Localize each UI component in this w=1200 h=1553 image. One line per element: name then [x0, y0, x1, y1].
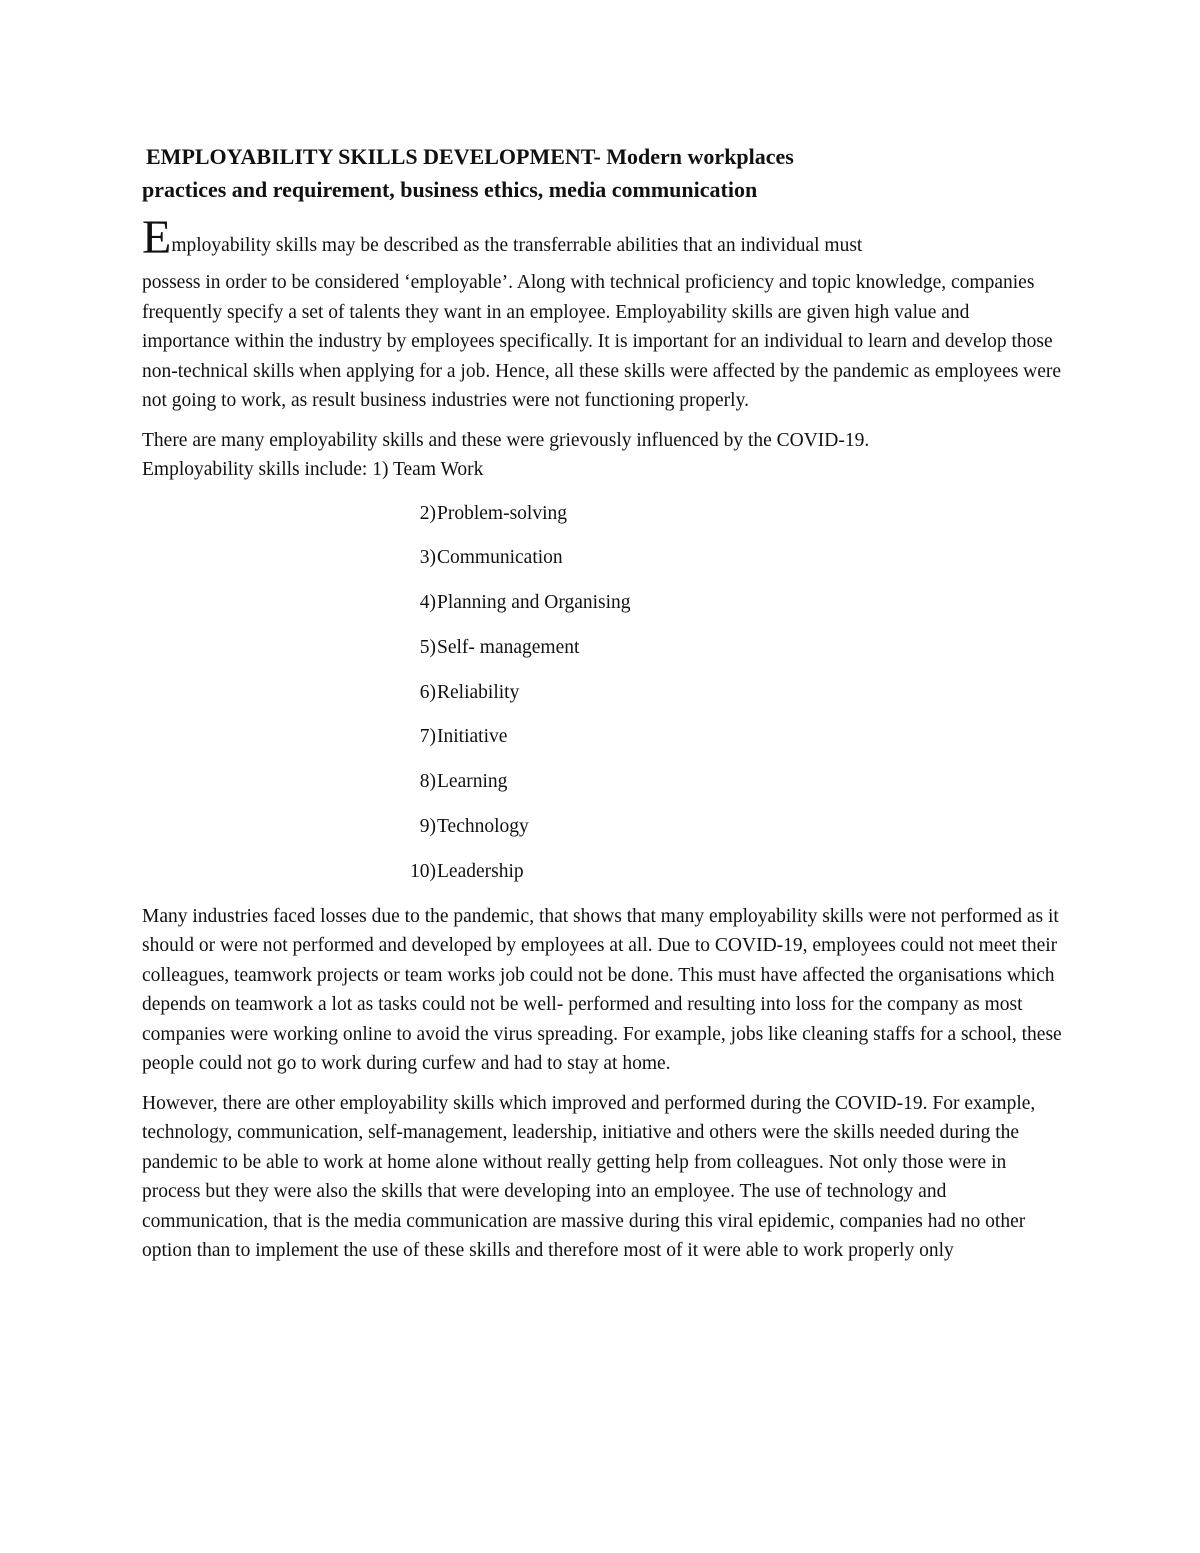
- skill-number: 10): [410, 860, 436, 882]
- document-page: [142, 140, 1062, 1276]
- skill-number: 7): [419, 726, 436, 748]
- skill-number: 8): [419, 771, 436, 793]
- intro-paragraph: [142, 211, 1062, 416]
- skill-list-item: [142, 857, 1062, 902]
- title-line-2: practices and requirement, business ethics, media communication: [142, 177, 758, 202]
- skill-list-item: [142, 812, 1062, 857]
- title-line-1: EMPLOYABILITY SKILLS DEVELOPMENT- Modern workplaces: [146, 144, 794, 169]
- skill-list-item: [142, 633, 1062, 678]
- skills-intro-line-1: There are many employability skills and these were grievously influenced by the COVID-19.: [142, 429, 870, 451]
- skill-label: Communication: [437, 547, 563, 569]
- skills-list: [142, 499, 1062, 902]
- skill-label: Self- management: [437, 636, 580, 658]
- skill-number: 9): [419, 816, 436, 838]
- skill-number: 4): [419, 592, 436, 614]
- skill-list-item: [142, 678, 1062, 723]
- skill-label: Planning and Organising: [437, 592, 631, 614]
- drop-cap: E: [142, 211, 172, 264]
- skills-intro-line-2: Employability skills include: 1) Team Work: [142, 459, 484, 480]
- skill-list-item: [142, 543, 1062, 588]
- skill-label: Learning: [437, 771, 508, 793]
- skill-number: 5): [419, 636, 436, 658]
- skills-intro-paragraph: [142, 426, 1062, 485]
- skill-list-item: [142, 588, 1062, 633]
- skill-list-item: [142, 722, 1062, 767]
- losses-paragraph: Many industries faced losses due to the pandemic, that shows that many employability skills were not performed as it should or were not performed and developed by employees at all. Due to COVID-19, employees could not meet their colleagues, teamwork projects or team works job could not be done. This must have affected the organisations which depends on teamwork a lot as tasks could not be well- performed and resulting into loss for the company as most companies were working online to avoid the virus spreading. For example, jobs like cleaning staffs for a school, these people could not go to work during curfew and had to stay at home.: [142, 905, 1062, 1075]
- intro-paragraph-rest: possess in order to be considered ‘employable’. Along with technical proficiency and topic knowledge, companies frequently specify a set of talents they want in an employee. Employability skills are given high value and importance within the industry by employees specifically. It is important for an individual to learn and develop those non-technical skills when applying for a job. Hence, all these skills were affected by the pandemic as employees were not going to work, as result business industries were not functioning properly.: [142, 272, 1062, 411]
- skill-label: Initiative: [437, 726, 508, 748]
- improvements-paragraph: However, there are other employability skills which improved and performed during the COVID-19. For example, technology, communication, self-management, leadership, initiative and others were the skills needed during the pandemic to be able to work at home alone without really getting help from colleagues. Not only those were in process but they were also the skills that were developing into an employee. The use of technology and communication, that is the media communication are massive during this viral epidemic, companies had no other option than to implement the use of these skills and therefore most of it were able to work properly only: [142, 1092, 1036, 1262]
- skill-label: Problem-solving: [437, 502, 567, 524]
- skill-label: Leadership: [437, 860, 524, 882]
- intro-first-line-text: mployability skills may be described as the transferrable abilities that an individual must: [171, 235, 863, 256]
- skill-number: 2): [419, 502, 436, 524]
- skill-label: Technology: [437, 816, 529, 838]
- skill-label: Reliability: [437, 681, 520, 703]
- intro-first-line: [142, 211, 1062, 268]
- skill-number: 6): [419, 681, 436, 703]
- document-title: [142, 140, 1062, 206]
- skill-list-item: [142, 499, 1062, 544]
- skill-number: 3): [419, 547, 436, 569]
- skill-list-item: [142, 767, 1062, 812]
